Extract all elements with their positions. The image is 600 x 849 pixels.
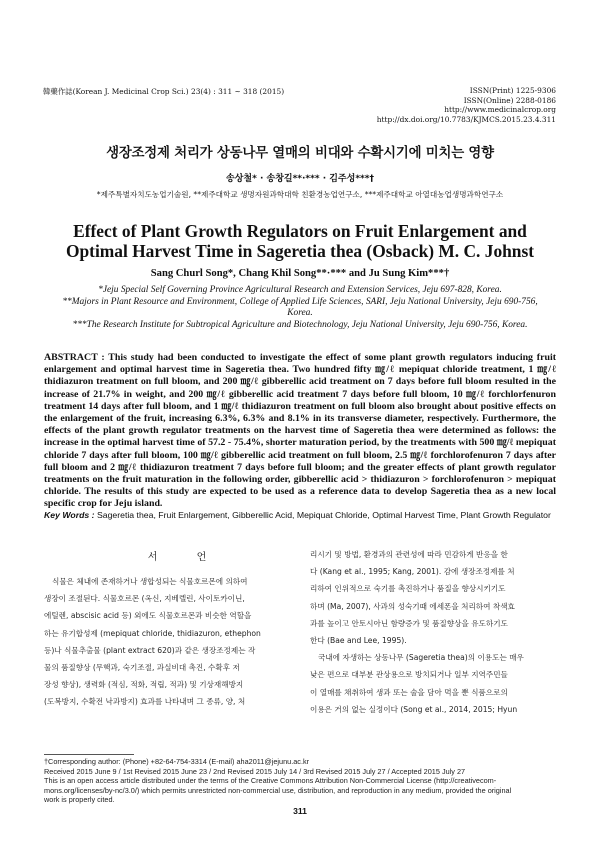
- body-line: 리시기 및 방법, 환경과의 관련성에 따라 민감하게 반응을 한: [310, 550, 508, 559]
- body-line: 생장이 조절된다. 식물호르몬 (옥신, 지베렐린, 사이토카이닌,: [44, 594, 245, 604]
- body-line: 에틸렌, abscisic acid 등) 외에도 식물호르몬과 비슷한 역할을: [44, 611, 252, 621]
- issn-online: ISSN(Online) 2288-0186: [463, 95, 556, 105]
- affiliation-1: *Jeju Special Self Governing Province Agricultural Research and Extension Services, Jeju 697-828, Korea.: [98, 285, 502, 295]
- body-line: 국내에 자생하는 상동나무 (Sageretia thea)의 이용도는 매우: [318, 653, 524, 663]
- affiliation-3: ***The Research Institute for Subtropical Agriculture and Biotechnology, Jeju National University, Jeju 690-756, Korea.: [72, 319, 528, 330]
- body-line: 낮은 편으로 대부분 관상용으로 방치되거나 일부 지역주민들: [310, 670, 508, 680]
- journal-website-link[interactable]: http://www.medicinalcrop.org: [444, 105, 556, 115]
- korean-affiliations: *제주특별자치도농업기술원, **제주대학교 생명자원과학대학 친환경농업연구소, ***제주대학교 아열대농업생명과학연구소: [96, 190, 504, 199]
- affiliation-2: **Majors in Plant Resource and Environment, College of Applied Life Sciences, SARI, Jeju National University, Jeju 690-756, Korea.: [62, 296, 538, 319]
- received-dates: Received 2015 June 9 / 1st Revised 2015 June 23 / 2nd Revised 2015 July 14 / 3rd Revised 2015 July 27 / Accepted 2015 July 27: [44, 766, 466, 776]
- footnote-divider: [44, 754, 134, 755]
- english-affiliations: [60, 285, 540, 331]
- corresponding-author: †Corresponding author: (Phone) +82-64-754-3314 (E-mail) aha2011@jejunu.ac.kr: [44, 757, 310, 766]
- english-authors: Sang Churl Song*, Chang Khil Song**·*** and Ju Sung Kim***†: [150, 268, 450, 279]
- license-line: work is properly cited.: [44, 795, 115, 805]
- body-line: 하는 유기합성제 (mepiquat chloride, thidiazuron, ethephon: [44, 628, 261, 638]
- body-line: 리하여 인위적으로 숙기를 촉진하거나 품질을 향상시키기도: [310, 584, 506, 594]
- keywords-label: Key Words :: [44, 510, 95, 520]
- section-title-introduction: 서 언: [147, 552, 225, 563]
- body-line: 이용은 거의 없는 실정이다 (Song et al., 2014, 2015; Hyun: [310, 704, 518, 714]
- korean-authors: 송상철* · 송창길**·*** · 김주성***†: [226, 174, 374, 184]
- page-number: 311: [293, 806, 307, 816]
- journal-citation: 韓藥作誌(Korean J. Medicinal Crop Sci.) 23(4) : 311 ~ 318 (2015): [43, 87, 285, 96]
- body-line: (도복방지, 수확전 낙과방지) 효과를 나타내며 그 종류, 양, 처: [44, 697, 246, 707]
- footnote: [44, 757, 559, 805]
- license-line: This is an open access article distributed under the terms of the Creative Commons Attribution Non-Commercial License (http://creativecom-: [44, 776, 497, 786]
- body-line: 등)나 식물추출물 (plant extract 620)과 같은 생장조정제는 작: [44, 645, 256, 655]
- body-line: 장성 향상), 생력화 (적심, 적화, 적립, 적과) 및 기상재해방지: [44, 680, 244, 690]
- doi-link[interactable]: http://dx.doi.org/10.7783/KJMCS.2015.23.4.311: [376, 114, 556, 124]
- license-line: mons.org/licenses/by-nc/3.0/) which permits unrestricted non-commercial use, distribution, and reproduction in any medium, provided the original: [44, 785, 512, 795]
- body-line: 다 (Kang et al., 1995; Kang, 2001). 감에 생장조정제를 처: [310, 567, 515, 577]
- english-title-line-2: Optimal Harvest Time in Sageretia thea (Osback) M. C. Johnst: [65, 241, 535, 261]
- body-line: 하며 (Ma, 2007), 사과의 성숙기때 에세폰을 처리하여 착색효: [310, 601, 515, 611]
- abstract: ABSTRACT : This study had been conducted to investigate the effect of some plant growth regulators inducing fruit enlargement and optimal harvest time in Sageretia thea. Two hundred fifty ㎎/ℓ mepiquat chloride treatment, 1 ㎎/ℓ thidiazuron treatment on full bloom, and 200 ㎎/ℓ gibberellic acid treatment on 7 days before full bloom resulted in the increase of 21.7% in weight, and 200 ㎎/ℓ gibberellic acid treatment 7 days before full bloom, 10 ㎎/ℓ forchlorfenuron treatment 14 days after full bloom, and 1 ㎎/ℓ thidiazuron treatment on full bloom also brought about positive effects on the enlargement of the fruit, increasing 6.3%, 6.3% and 8.1% in its transverse diameter, respectively. Furthermore, the effects of the plant growth regulator treatments on the harvest time of Sageretia thea were determined as follows: the increase in the optimal harvest time of 57.2 - 75.4%, shorter maturation period, by the treatments with 500 ㎎/ℓ mepiquat chloride 7 days after full bloom, 100 ㎎/ℓ gibberellic acid treatment on full bloom, 2.5 ㎎/ℓ forchlorofenuron 7 days after full bloom and 2 ㎎/ℓ thidiazuron treatment 7 days before full bloom; and the greater effects of plant growth regulator treatments on the fruit maturation in the following order, gibberellic acid > thidiazuron > forchlorofenuron > mepiquat chloride. The results of this study are expected to be used as a reference data to develop Sageretia thea as a new local specific crop for Jeju island.: [44, 352, 556, 510]
- body-line: 식물은 체내에 존재하거나 생합성되는 식물호르몬에 의하여: [52, 577, 248, 586]
- keywords-text: Sageretia thea, Fruit Enlargement, Gibberellic Acid, Mepiquat Chloride, Optimal Harvest Time, Plant Growth Regulator: [96, 510, 551, 520]
- body-column-right: [310, 546, 560, 718]
- english-title-line-1: Effect of Plant Growth Regulators on Fruit Enlargement and: [73, 221, 527, 241]
- body-line: 과를 높이고 안토시아닌 함량증가 및 품질향상을 유도하기도: [310, 618, 508, 628]
- english-title: [0, 221, 600, 261]
- journal-identifiers: [377, 86, 556, 124]
- body-column-left: [44, 573, 294, 711]
- body-line: 한다 (Bae and Lee, 1995).: [310, 636, 407, 646]
- body-line: 이 열매를 채취하여 생과 또는 술을 담아 먹을 뿐 식품으로의: [310, 687, 508, 697]
- korean-title: 생장조정제 처리가 상동나무 열매의 비대와 수확시기에 미치는 영향: [106, 146, 494, 161]
- body-line: 물의 품질향상 (무핵과, 숙기조절, 과실비대 촉진, 수확후 저: [44, 663, 240, 673]
- keywords: [44, 510, 564, 520]
- issn-print: ISSN(Print) 1225-9306: [469, 86, 556, 95]
